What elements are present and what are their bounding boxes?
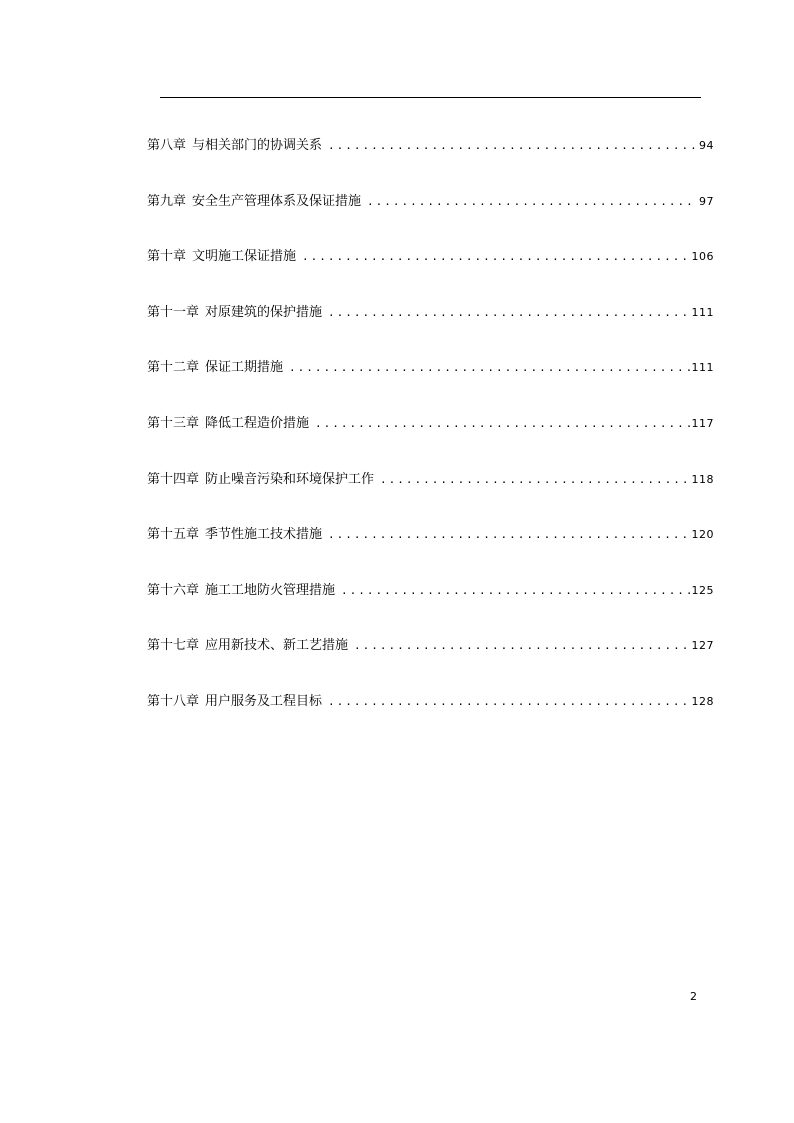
dot-leader: [341, 579, 689, 603]
toc-chapter-number: 第十二章: [147, 360, 200, 376]
toc-page-number: 111: [691, 361, 714, 375]
toc-page-number: 125: [691, 583, 714, 597]
toc-chapter-title: 施工工地防火管理措施: [205, 582, 336, 598]
toc-chapter-title: 防止噪音污染和环境保护工作: [205, 471, 375, 487]
toc-entry[interactable]: [147, 579, 714, 635]
dot-leader: [354, 634, 689, 658]
toc-chapter-title: 与相关部门的协调关系: [192, 138, 323, 153]
toc-page-number: 127: [691, 639, 714, 653]
toc-chapter-number: 第八章: [147, 138, 187, 153]
toc-chapter-title: 安全生产管理体系及保证措施: [192, 193, 362, 209]
toc-chapter-title: 应用新技术、新工艺措施: [205, 638, 349, 654]
toc-chapter-title: 保证工期措施: [205, 360, 284, 376]
dot-leader: [302, 245, 689, 269]
toc-page-number: 106: [691, 250, 714, 264]
table-of-contents: [147, 134, 714, 746]
toc-entry[interactable]: [147, 468, 714, 524]
toc-entry[interactable]: [147, 134, 714, 190]
toc-chapter-number: 第十六章: [147, 582, 200, 598]
toc-entry[interactable]: [147, 412, 714, 468]
toc-chapter-title: 降低工程造价措施: [205, 415, 310, 431]
toc-entry[interactable]: [147, 356, 714, 412]
dot-leader: [367, 190, 697, 214]
toc-entry[interactable]: [147, 634, 714, 690]
toc-chapter-number: 第十三章: [147, 415, 200, 431]
toc-chapter-number: 第十四章: [147, 471, 200, 487]
dot-leader: [315, 412, 689, 436]
toc-page-number: 117: [691, 416, 714, 430]
toc-entry[interactable]: [147, 190, 714, 246]
dot-leader: [289, 356, 689, 380]
dot-leader: [328, 301, 689, 325]
toc-chapter-title: 文明施工保证措施: [192, 249, 297, 265]
toc-chapter-title: 季节性施工技术措施: [205, 527, 323, 543]
toc-entry[interactable]: [147, 690, 714, 746]
dot-leader: [328, 134, 697, 158]
toc-chapter-number: 第十八章: [147, 693, 200, 709]
toc-chapter-number: 第十五章: [147, 527, 200, 543]
toc-page-number: 128: [691, 694, 714, 708]
dot-leader: [380, 468, 689, 492]
toc-page-number: 120: [691, 528, 714, 542]
toc-chapter-number: 第九章: [147, 193, 187, 209]
page-number: 2: [690, 990, 697, 1003]
toc-page-number: 97: [699, 194, 714, 208]
toc-page-number: 118: [691, 472, 714, 486]
toc-chapter-number: 第十一章: [147, 304, 200, 320]
dot-leader: [328, 523, 689, 547]
toc-page-number: 111: [691, 305, 714, 319]
toc-chapter-title: 对原建筑的保护措施: [205, 304, 323, 320]
toc-entry[interactable]: [147, 523, 714, 579]
toc-page-number: 94: [699, 139, 714, 152]
dot-leader: [328, 690, 689, 714]
toc-chapter-title: 用户服务及工程目标: [205, 693, 323, 709]
toc-entry[interactable]: [147, 245, 714, 301]
toc-entry[interactable]: [147, 301, 714, 357]
toc-chapter-number: 第十七章: [147, 638, 200, 654]
header-rule: [160, 97, 701, 98]
toc-chapter-number: 第十章: [147, 249, 187, 265]
